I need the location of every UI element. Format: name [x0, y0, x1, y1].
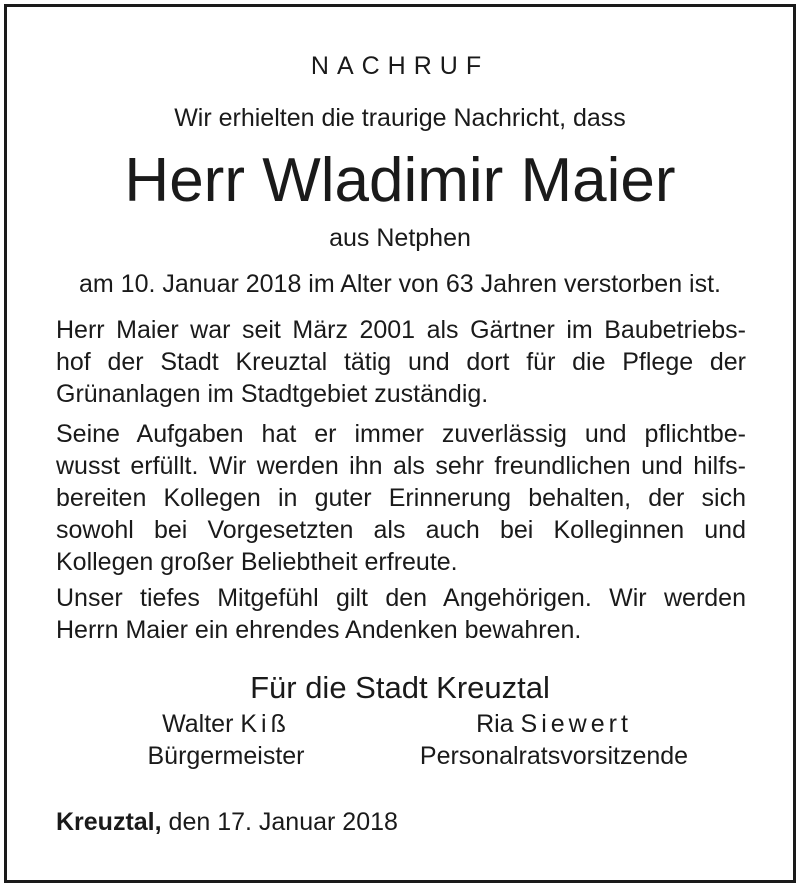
- deceased-name: Herr Wladimir Maier: [124, 146, 676, 215]
- paragraph-line: sowohl bei Vorgesetzten als auch bei Kolleginnen und: [56, 516, 746, 544]
- deceased-origin: aus Netphen: [329, 224, 471, 252]
- paragraph-line: hof der Stadt Kreuztal tätig und dort für die Pflege der: [56, 348, 746, 376]
- paragraph-line: Seine Aufgaben hat er immer zuverlässig und pflichtbe-: [56, 420, 746, 448]
- signer-mayor: [46, 708, 406, 772]
- paragraph-condolence: [56, 582, 746, 646]
- paragraph-character: [56, 418, 746, 578]
- signer-last-name: Kiß: [240, 710, 290, 738]
- paragraph-line: wusst erfüllt. Wir werden ihn als sehr freundlichen und hilfs-: [56, 452, 746, 480]
- signer-role: Personalratsvorsitzende: [419, 742, 689, 770]
- signature-organization: Für die Stadt Kreuztal: [250, 670, 550, 705]
- paragraph-career: [56, 314, 746, 410]
- signer-role: Bürgermeister: [147, 742, 305, 770]
- signer-name: [374, 708, 734, 740]
- notice-heading: NACHRUF: [310, 52, 490, 80]
- signer-first-name: Walter: [162, 710, 234, 738]
- signer-first-name: Ria: [476, 710, 514, 738]
- intro-line: Wir erhielten die traurige Nachricht, dass: [174, 104, 626, 132]
- signer-name: [46, 708, 406, 740]
- signer-last-name: Siewert: [520, 710, 632, 738]
- paragraph-line: Unser tiefes Mitgefühl gilt den Angehörigen. Wir werden: [56, 584, 746, 612]
- paragraph-line: Kollegen großer Beliebtheit erfreute.: [56, 548, 458, 576]
- date: den 17. Januar 2018: [168, 808, 398, 836]
- place: Kreuztal,: [56, 808, 162, 836]
- death-date-line: am 10. Januar 2018 im Alter von 63 Jahren verstorben ist.: [78, 270, 722, 298]
- signer-staff-council: [374, 708, 734, 772]
- paragraph-line: Herrn Maier ein ehrendes Andenken bewahren.: [56, 616, 582, 644]
- paragraph-line: Herr Maier war seit März 2001 als Gärtner im Baubetriebs-: [56, 316, 746, 344]
- paragraph-line: Grünanlagen im Stadtgebiet zuständig.: [56, 380, 489, 408]
- paragraph-line: bereiten Kollegen in guter Erinnerung behalten, der sich: [56, 484, 746, 512]
- place-date-line: [56, 806, 398, 838]
